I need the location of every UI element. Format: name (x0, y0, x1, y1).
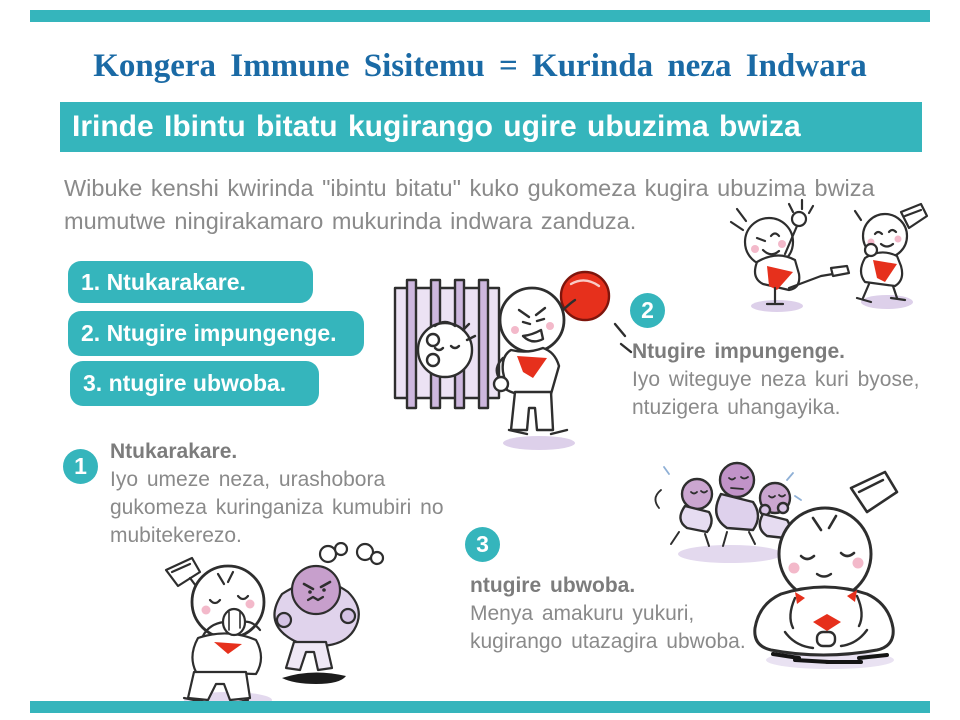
punch-illustration (383, 262, 633, 452)
pill-button-1[interactable]: 1. Ntukarakare. (68, 261, 313, 303)
section-3-line-1: Menya amakuru yukuri, (470, 602, 695, 625)
calm-giggling-figure (166, 558, 264, 704)
exercise-illustration (705, 192, 945, 320)
number-badge-3: 3 (465, 527, 500, 562)
section-1-line-2: gukomeza kuringaniza kumubiri no (110, 496, 444, 519)
intro-line-2: mumutwe ningirakamaro mukurinda indwara zanduza. (64, 208, 637, 234)
angry-steaming-figure (274, 543, 383, 684)
exercising-figure-stepping (855, 204, 927, 302)
section-1-text (110, 438, 444, 550)
red-boxing-glove (561, 272, 609, 320)
section-1-heading: Ntukarakare. (110, 440, 238, 463)
pill-button-3[interactable]: 3. ntugire ubwoba. (70, 361, 319, 406)
page-title: Kongera Immune Sisitemu = Kurinda neza Indwara (93, 48, 867, 84)
punching-figure (494, 272, 631, 434)
section-2-text (632, 338, 919, 422)
intro-line-1: Wibuke kenshi kwirinda "ibintu bitatu" kuko gukomeza kugira ubuzima bwiza (64, 175, 875, 201)
section-3-heading: ntugire ubwoba. (470, 574, 636, 597)
number-badge-1: 1 (63, 449, 98, 484)
exercising-figure-kicking (731, 200, 849, 304)
number-badge-2: 2 (630, 293, 665, 328)
section-2-line-1: Iyo witeguye neza kuri byose, (632, 368, 920, 391)
banner-headline: Irinde Ibintu bitatu kugirango ugire ubuzima bwiza (60, 102, 922, 152)
section-1-line-1: Iyo umeze neza, urashobora (110, 468, 386, 491)
section-2-line-2: ntuzigera uhangayika. (632, 396, 841, 419)
bottom-accent-bar (30, 701, 930, 713)
calm-vs-anger-illustration (132, 542, 412, 710)
section-3-line-2: kugirango utazagira ubwoba. (470, 630, 746, 653)
pill-button-2[interactable]: 2. Ntugire impungenge. (68, 311, 364, 356)
section-1-line-3: mubitekerezo. (110, 524, 242, 547)
caged-anger-figure (395, 280, 499, 408)
section-2-heading: Ntugire impungenge. (632, 340, 845, 363)
top-accent-bar (30, 10, 930, 22)
meditation-illustration (645, 436, 945, 678)
